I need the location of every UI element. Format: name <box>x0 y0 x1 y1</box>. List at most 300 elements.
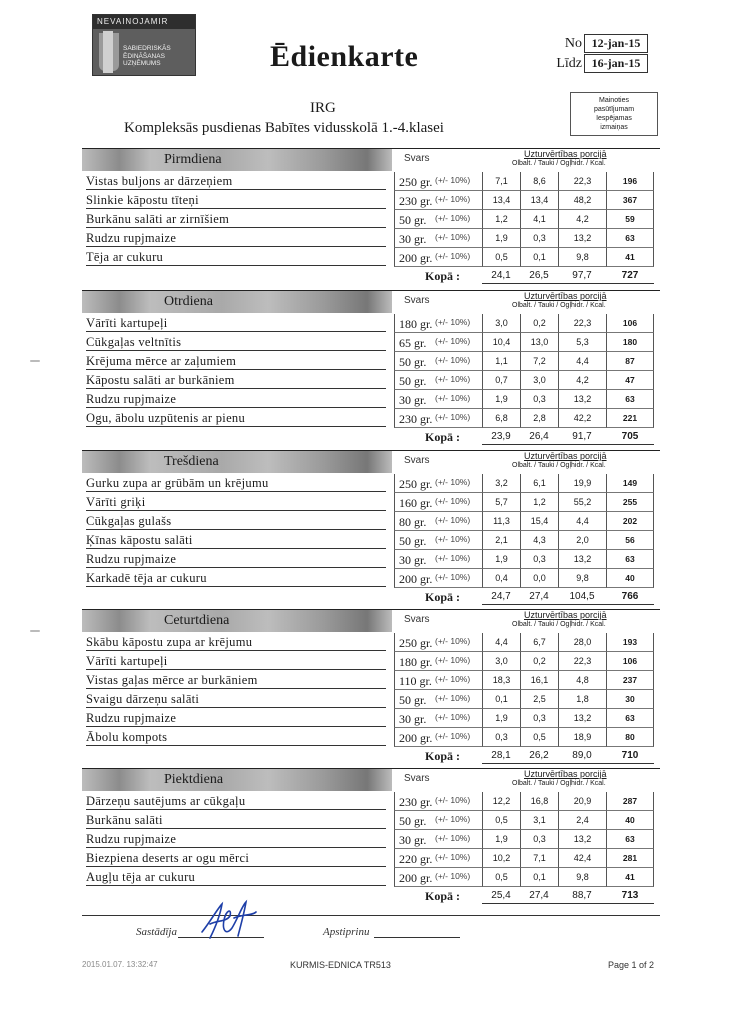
weight-value: 30 gr. <box>399 712 427 726</box>
dish-name: Vārīti griķi <box>86 495 386 511</box>
menu-row <box>82 830 660 849</box>
dish-name: Augļu tēja ar cukuru <box>86 870 386 886</box>
weight-value: 180 gr. <box>399 655 433 669</box>
dish-name: Svaigu dārzeņu salāti <box>86 692 386 708</box>
protein-value: 0,5 <box>482 248 520 267</box>
weight-cell <box>394 409 482 428</box>
subtitle-code: IRG <box>310 100 336 116</box>
weight-cell <box>394 371 482 390</box>
approved-by-line <box>374 937 460 938</box>
weight-cell <box>394 512 482 531</box>
menu-row <box>82 728 660 747</box>
kcal-value: 63 <box>606 229 654 248</box>
carbs-value: 13,2 <box>558 830 606 849</box>
weight-tolerance: (+/- 10%) <box>435 852 471 862</box>
weight-cell <box>394 474 482 493</box>
kcal-value: 180 <box>606 333 654 352</box>
fat-value: 0,5 <box>520 728 558 747</box>
date-to-label: Līdz <box>556 56 582 71</box>
date-to <box>540 54 660 74</box>
kcal-value: 30 <box>606 690 654 709</box>
carbs-value: 22,3 <box>558 314 606 333</box>
protein-value: 11,3 <box>482 512 520 531</box>
carbs-value: 5,3 <box>558 333 606 352</box>
fat-value: 4,3 <box>520 531 558 550</box>
weight-cell <box>394 333 482 352</box>
kcal-value: 196 <box>606 172 654 191</box>
weight-tolerance: (+/- 10%) <box>435 833 471 843</box>
nutrition-header: Uzturvērtības porcijā <box>524 769 607 779</box>
nutrition-header: Uzturvērtības porcijā <box>524 149 607 159</box>
weight-value: 200 gr. <box>399 871 433 885</box>
weight-cell <box>394 868 482 887</box>
weight-tolerance: (+/- 10%) <box>435 553 471 563</box>
weight-tolerance: (+/- 10%) <box>435 374 471 384</box>
total-row <box>82 267 660 285</box>
kcal-value: 255 <box>606 493 654 512</box>
weight-header: Svars <box>404 773 430 784</box>
nutrition-subheader: Olbalt. / Tauki / Ogļhidr. / Kcal. <box>512 160 606 167</box>
menu-row <box>82 569 660 588</box>
total-row <box>82 588 660 606</box>
weight-value: 110 gr. <box>399 674 432 688</box>
dish-name: Burkānu salāti ar zirnīšiem <box>86 212 386 228</box>
weight-value: 30 gr. <box>399 553 427 567</box>
protein-value: 1,9 <box>482 830 520 849</box>
dish-name: Ķīnas kāpostu salāti <box>86 533 386 549</box>
weight-tolerance: (+/- 10%) <box>435 251 471 261</box>
protein-value: 1,9 <box>482 390 520 409</box>
weight-tolerance: (+/- 10%) <box>435 655 471 665</box>
total-kcal: 713 <box>621 890 639 901</box>
carbs-value: 13,2 <box>558 709 606 728</box>
fat-value: 0,3 <box>520 830 558 849</box>
weight-tolerance: (+/- 10%) <box>435 712 471 722</box>
dish-name: Tēja ar cukuru <box>86 250 386 266</box>
menu-row <box>82 493 660 512</box>
total-protein: 24,7 <box>491 591 511 602</box>
weight-tolerance: (+/- 10%) <box>435 731 471 741</box>
total-protein: 28,1 <box>491 750 511 761</box>
weight-cell <box>394 792 482 811</box>
carbs-value: 48,2 <box>558 191 606 210</box>
carbs-value: 13,2 <box>558 390 606 409</box>
carbs-value: 42,4 <box>558 849 606 868</box>
weight-tolerance: (+/- 10%) <box>435 674 471 684</box>
change-notice-box: Mainoties pasūtījumam Iespējamas izmaiņas <box>570 92 658 136</box>
nutrition-subheader: Olbalt. / Tauki / Ogļhidr. / Kcal. <box>512 462 606 469</box>
fat-value: 0,3 <box>520 550 558 569</box>
weight-tolerance: (+/- 10%) <box>435 534 471 544</box>
company-logo <box>92 14 196 76</box>
total-fat: 26,4 <box>529 431 549 442</box>
menu-row <box>82 390 660 409</box>
protein-value: 1,2 <box>482 210 520 229</box>
weight-tolerance: (+/- 10%) <box>435 336 471 346</box>
protein-value: 7,1 <box>482 172 520 191</box>
protein-value: 0,7 <box>482 371 520 390</box>
fat-value: 0,2 <box>520 314 558 333</box>
logo-emblem-highlight <box>103 31 113 73</box>
menu-row <box>82 709 660 728</box>
day-name: Trešdiena <box>164 454 219 469</box>
total-carbs: 104,5 <box>569 591 595 602</box>
fat-value: 0,1 <box>520 248 558 267</box>
menu-row <box>82 333 660 352</box>
logo-name: NEVAINOJAMIR <box>93 15 195 29</box>
total-label: Kopā : <box>425 430 461 444</box>
menu-row <box>82 371 660 390</box>
weight-value: 50 gr. <box>399 534 427 548</box>
weight-cell <box>394 849 482 868</box>
scan-speck <box>30 630 40 632</box>
kcal-value: 287 <box>606 792 654 811</box>
weight-tolerance: (+/- 10%) <box>435 795 471 805</box>
approved-by-label: Apstiprinu <box>323 926 370 938</box>
dish-name: Vistas buljons ar dārzeņiem <box>86 174 386 190</box>
kcal-value: 63 <box>606 390 654 409</box>
scan-speck <box>30 360 40 362</box>
fat-value: 13,0 <box>520 333 558 352</box>
weight-value: 180 gr. <box>399 317 433 331</box>
kcal-value: 193 <box>606 633 654 652</box>
protein-value: 3,2 <box>482 474 520 493</box>
weight-tolerance: (+/- 10%) <box>435 572 471 582</box>
day-band <box>82 610 392 632</box>
total-protein: 24,1 <box>491 270 511 281</box>
kcal-value: 63 <box>606 830 654 849</box>
dish-name: Burkānu salāti <box>86 813 386 829</box>
weight-value: 200 gr. <box>399 731 433 745</box>
day-band <box>82 149 392 171</box>
kcal-value: 106 <box>606 652 654 671</box>
day-name: Otrdiena <box>164 294 213 309</box>
kcal-value: 59 <box>606 210 654 229</box>
dish-name: Dārzeņu sautējums ar cūkgaļu <box>86 794 386 810</box>
weight-value: 220 gr. <box>399 852 433 866</box>
weight-value: 230 gr. <box>399 795 433 809</box>
day-section <box>82 609 660 765</box>
protein-value: 2,1 <box>482 531 520 550</box>
menu-row <box>82 172 660 191</box>
menu-row <box>82 474 660 493</box>
weight-cell <box>394 550 482 569</box>
dish-name: Rudzu rupjmaize <box>86 711 386 727</box>
weight-value: 160 gr. <box>399 496 433 510</box>
handwritten-signature <box>196 898 260 944</box>
fat-value: 16,8 <box>520 792 558 811</box>
weight-value: 250 gr. <box>399 175 433 189</box>
carbs-value: 22,3 <box>558 652 606 671</box>
kcal-value: 40 <box>606 569 654 588</box>
protein-value: 1,9 <box>482 709 520 728</box>
total-carbs: 89,0 <box>572 750 592 761</box>
weight-tolerance: (+/- 10%) <box>435 496 471 506</box>
total-underline <box>482 903 654 904</box>
protein-value: 12,2 <box>482 792 520 811</box>
dish-name: Rudzu rupjmaize <box>86 231 386 247</box>
total-fat: 27,4 <box>529 591 549 602</box>
protein-value: 13,4 <box>482 191 520 210</box>
total-carbs: 88,7 <box>572 890 592 901</box>
weight-value: 50 gr. <box>399 693 427 707</box>
fat-value: 2,8 <box>520 409 558 428</box>
kcal-value: 87 <box>606 352 654 371</box>
day-name: Pirmdiena <box>164 152 222 167</box>
menu-row <box>82 191 660 210</box>
weight-tolerance: (+/- 10%) <box>435 412 471 422</box>
weight-value: 250 gr. <box>399 636 433 650</box>
weight-cell <box>394 671 482 690</box>
kcal-value: 56 <box>606 531 654 550</box>
day-section <box>82 290 660 446</box>
weight-value: 30 gr. <box>399 393 427 407</box>
dish-name: Cūkgaļas veltnītis <box>86 335 386 351</box>
menu-row <box>82 248 660 267</box>
weight-cell <box>394 172 482 191</box>
total-underline <box>482 283 654 284</box>
nutrition-header: Uzturvērtības porcijā <box>524 610 607 620</box>
weight-cell <box>394 314 482 333</box>
total-row <box>82 887 660 905</box>
menu-row <box>82 409 660 428</box>
menu-row <box>82 512 660 531</box>
date-from-label: No <box>564 36 582 51</box>
weight-value: 50 gr. <box>399 814 427 828</box>
carbs-value: 9,8 <box>558 248 606 267</box>
dish-name: Biezpiena deserts ar ogu mērci <box>86 851 386 867</box>
dish-name: Rudzu rupjmaize <box>86 832 386 848</box>
footer-system: KURMIS-EDNICA TR513 <box>290 960 391 970</box>
fat-value: 3,0 <box>520 371 558 390</box>
carbs-value: 2,4 <box>558 811 606 830</box>
weight-value: 230 gr. <box>399 412 433 426</box>
total-label: Kopā : <box>425 889 461 903</box>
protein-value: 5,7 <box>482 493 520 512</box>
kcal-value: 237 <box>606 671 654 690</box>
menu-row <box>82 229 660 248</box>
nutrition-subheader: Olbalt. / Tauki / Ogļhidr. / Kcal. <box>512 780 606 787</box>
weight-tolerance: (+/- 10%) <box>435 232 471 242</box>
bottom-rule <box>82 915 660 916</box>
weight-tolerance: (+/- 10%) <box>435 515 471 525</box>
weight-value: 50 gr. <box>399 355 427 369</box>
kcal-value: 281 <box>606 849 654 868</box>
fat-value: 4,1 <box>520 210 558 229</box>
total-row <box>82 428 660 446</box>
menu-row <box>82 633 660 652</box>
total-fat: 26,2 <box>529 750 549 761</box>
dish-name: Krējuma mērce ar zaļumiem <box>86 354 386 370</box>
fat-value: 3,1 <box>520 811 558 830</box>
weight-tolerance: (+/- 10%) <box>435 636 471 646</box>
total-carbs: 91,7 <box>572 431 592 442</box>
carbs-value: 42,2 <box>558 409 606 428</box>
carbs-value: 13,2 <box>558 550 606 569</box>
weight-value: 30 gr. <box>399 232 427 246</box>
menu-row <box>82 792 660 811</box>
day-band <box>82 291 392 313</box>
compiled-by-label: Sastādīja <box>136 926 177 938</box>
menu-row <box>82 550 660 569</box>
kcal-value: 41 <box>606 868 654 887</box>
protein-value: 10,2 <box>482 849 520 868</box>
date-from <box>540 34 660 54</box>
fat-value: 1,2 <box>520 493 558 512</box>
weight-cell <box>394 569 482 588</box>
total-kcal: 710 <box>621 750 639 761</box>
fat-value: 8,6 <box>520 172 558 191</box>
dish-name: Skābu kāpostu zupa ar krējumu <box>86 635 386 651</box>
subtitle-description: Kompleksās pusdienas Babītes vidusskolā 1.-4.klasei <box>124 120 444 136</box>
logo-text: SABIEDRISKĀS ĒDINĀŠANAS UZŅĒMUMS <box>123 45 171 67</box>
weight-value: 80 gr. <box>399 515 427 529</box>
dish-name: Kāpostu salāti ar burkāniem <box>86 373 386 389</box>
kcal-value: 149 <box>606 474 654 493</box>
weight-tolerance: (+/- 10%) <box>435 175 471 185</box>
carbs-value: 4,2 <box>558 371 606 390</box>
day-section <box>82 148 660 285</box>
total-label: Kopā : <box>425 269 461 283</box>
fat-value: 0,3 <box>520 709 558 728</box>
day-section <box>82 450 660 606</box>
day-band <box>82 769 392 791</box>
weight-tolerance: (+/- 10%) <box>435 213 471 223</box>
dish-name: Cūkgaļas gulašs <box>86 514 386 530</box>
carbs-value: 18,9 <box>558 728 606 747</box>
fat-value: 0,3 <box>520 390 558 409</box>
menu-row <box>82 671 660 690</box>
date-from-value: 12-jan-15 <box>584 34 648 53</box>
total-protein: 25,4 <box>491 890 511 901</box>
protein-value: 1,9 <box>482 229 520 248</box>
protein-value: 1,9 <box>482 550 520 569</box>
carbs-value: 22,3 <box>558 172 606 191</box>
total-underline <box>482 763 654 764</box>
kcal-value: 367 <box>606 191 654 210</box>
weight-tolerance: (+/- 10%) <box>435 693 471 703</box>
carbs-value: 28,0 <box>558 633 606 652</box>
nutrition-subheader: Olbalt. / Tauki / Ogļhidr. / Kcal. <box>512 621 606 628</box>
protein-value: 0,5 <box>482 811 520 830</box>
weight-tolerance: (+/- 10%) <box>435 355 471 365</box>
dish-name: Vārīti kartupeļi <box>86 654 386 670</box>
weight-tolerance: (+/- 10%) <box>435 317 471 327</box>
day-header <box>82 609 660 633</box>
dish-name: Slinkie kāpostu tīteņi <box>86 193 386 209</box>
weight-tolerance: (+/- 10%) <box>435 393 471 403</box>
carbs-value: 4,2 <box>558 210 606 229</box>
weight-cell <box>394 229 482 248</box>
protein-value: 0,4 <box>482 569 520 588</box>
day-header <box>82 148 660 172</box>
fat-value: 6,7 <box>520 633 558 652</box>
total-kcal: 705 <box>621 431 639 442</box>
carbs-value: 20,9 <box>558 792 606 811</box>
weight-cell <box>394 633 482 652</box>
weight-cell <box>394 652 482 671</box>
weight-cell <box>394 191 482 210</box>
dish-name: Ābolu kompots <box>86 730 386 746</box>
kcal-value: 47 <box>606 371 654 390</box>
day-band <box>82 451 392 473</box>
total-fat: 26,5 <box>529 270 549 281</box>
carbs-value: 13,2 <box>558 229 606 248</box>
weight-tolerance: (+/- 10%) <box>435 194 471 204</box>
total-underline <box>482 604 654 605</box>
dish-name: Rudzu rupjmaize <box>86 392 386 408</box>
page-title: Ēdienkarte <box>270 40 419 73</box>
total-carbs: 97,7 <box>572 270 592 281</box>
weight-value: 250 gr. <box>399 477 433 491</box>
carbs-value: 19,9 <box>558 474 606 493</box>
footer-timestamp: 2015.01.07. 13:32:47 <box>82 960 158 969</box>
kcal-value: 40 <box>606 811 654 830</box>
total-protein: 23,9 <box>491 431 511 442</box>
kcal-value: 63 <box>606 550 654 569</box>
menu-row <box>82 314 660 333</box>
carbs-value: 4,8 <box>558 671 606 690</box>
fat-value: 7,2 <box>520 352 558 371</box>
dish-name: Rudzu rupjmaize <box>86 552 386 568</box>
fat-value: 16,1 <box>520 671 558 690</box>
weight-cell <box>394 709 482 728</box>
day-header <box>82 290 660 314</box>
dish-name: Vārīti kartupeļi <box>86 316 386 332</box>
protein-value: 10,4 <box>482 333 520 352</box>
kcal-value: 80 <box>606 728 654 747</box>
footer-page-number: Page 1 of 2 <box>608 960 655 970</box>
dish-name: Vistas gaļas mērce ar burkāniem <box>86 673 386 689</box>
weight-value: 50 gr. <box>399 374 427 388</box>
weight-header: Svars <box>404 153 430 164</box>
fat-value: 0,2 <box>520 652 558 671</box>
total-label: Kopā : <box>425 590 461 604</box>
nutrition-header: Uzturvērtības porcijā <box>524 451 607 461</box>
protein-value: 3,0 <box>482 314 520 333</box>
day-header <box>82 450 660 474</box>
weight-value: 200 gr. <box>399 251 433 265</box>
total-row <box>82 747 660 765</box>
weight-tolerance: (+/- 10%) <box>435 871 471 881</box>
carbs-value: 2,0 <box>558 531 606 550</box>
weight-cell <box>394 390 482 409</box>
kcal-value: 202 <box>606 512 654 531</box>
day-name: Ceturtdiena <box>164 613 230 628</box>
protein-value: 0,1 <box>482 690 520 709</box>
carbs-value: 9,8 <box>558 868 606 887</box>
kcal-value: 41 <box>606 248 654 267</box>
kcal-value: 221 <box>606 409 654 428</box>
protein-value: 0,5 <box>482 868 520 887</box>
carbs-value: 55,2 <box>558 493 606 512</box>
day-header <box>82 768 660 792</box>
weight-cell <box>394 728 482 747</box>
weight-tolerance: (+/- 10%) <box>435 477 471 487</box>
protein-value: 18,3 <box>482 671 520 690</box>
weight-cell <box>394 830 482 849</box>
weight-cell <box>394 531 482 550</box>
day-name: Piektdiena <box>164 772 224 787</box>
nutrition-header: Uzturvērtības porcijā <box>524 291 607 301</box>
weight-cell <box>394 690 482 709</box>
carbs-value: 9,8 <box>558 569 606 588</box>
weight-value: 65 gr. <box>399 336 427 350</box>
weight-header: Svars <box>404 295 430 306</box>
total-underline <box>482 444 654 445</box>
menu-row <box>82 352 660 371</box>
protein-value: 6,8 <box>482 409 520 428</box>
